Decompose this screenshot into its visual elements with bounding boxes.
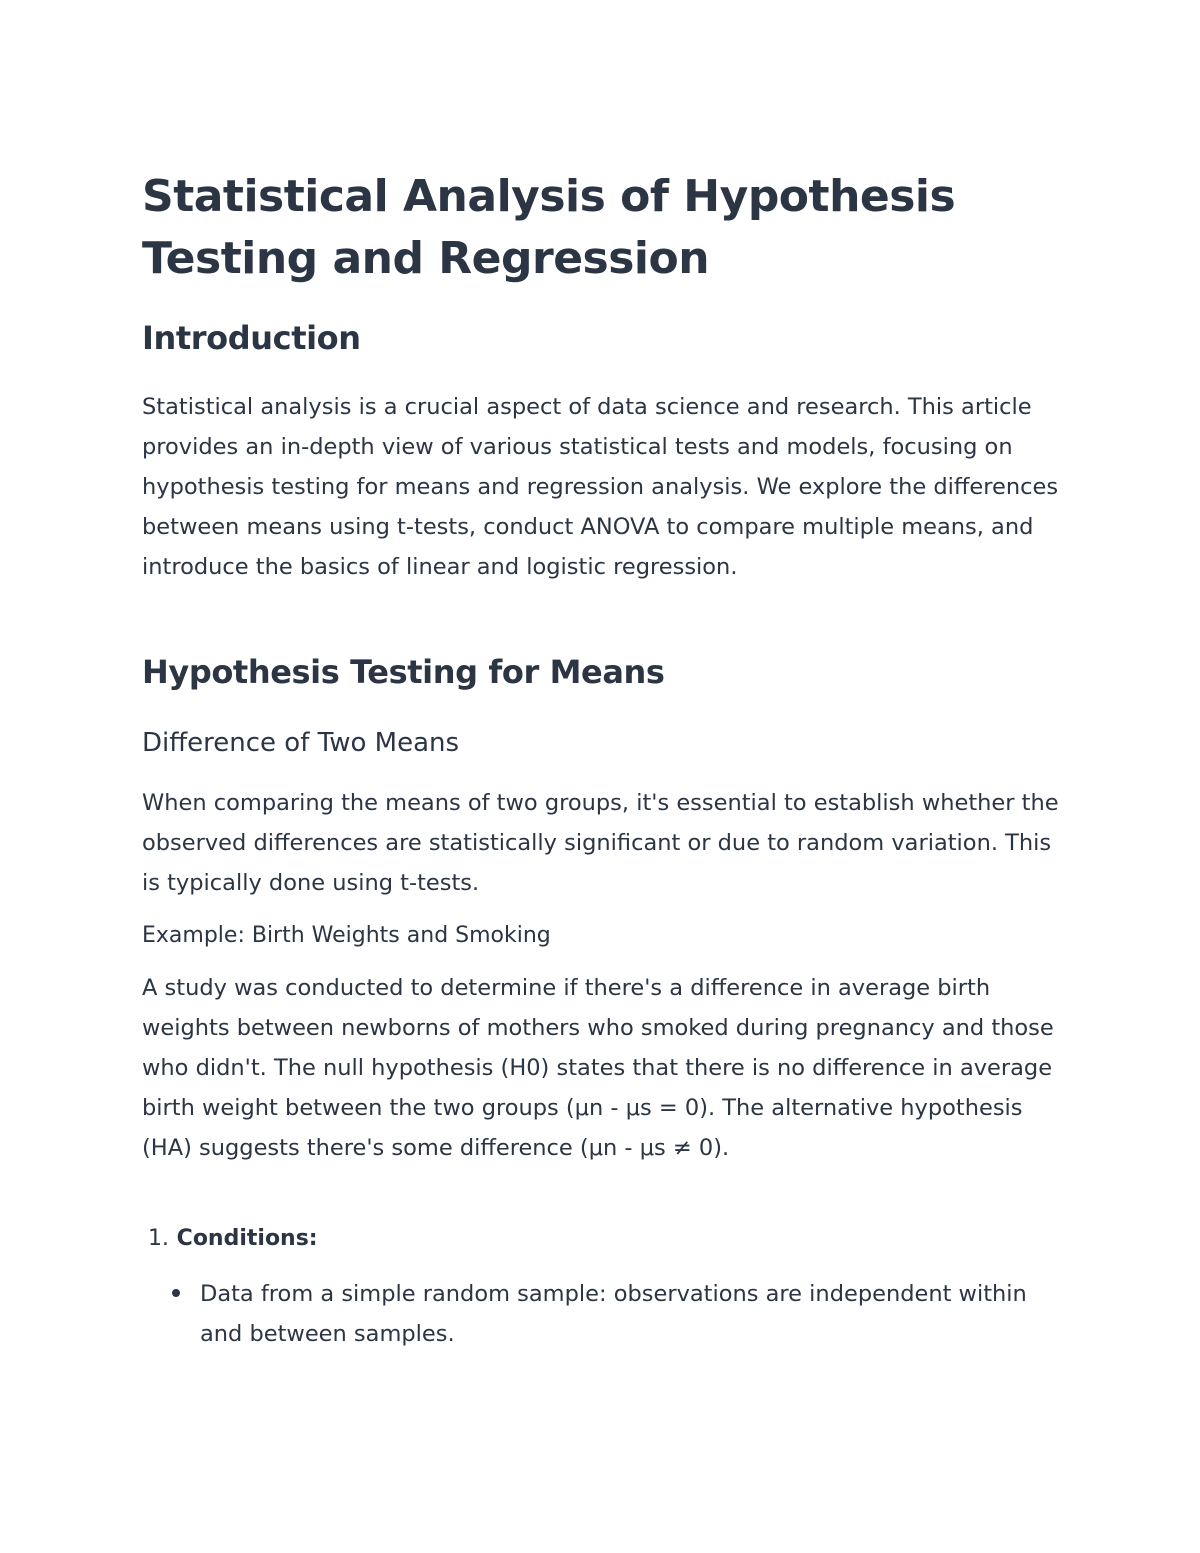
difference-paragraph: When comparing the means of two groups, it's essential to establish whether the observed differences are statistically significant or due to random variation. This is typically done using t-tests. xyxy=(142,790,1059,896)
document-title: Statistical Analysis of Hypothesis Testing and Regression xyxy=(142,171,956,284)
bullet-icon xyxy=(172,1289,180,1297)
section-heading-hypothesis-testing: Hypothesis Testing for Means xyxy=(142,653,665,691)
ordered-list-item xyxy=(148,1224,318,1254)
example-paragraph: A study was conducted to determine if there's a difference in average birth weights between newborns of mothers who smoked during pregnancy and those who didn't. The null hypothesis (H0) states that there is no difference in average birth weight between the two groups (μn - μs = 0). The alternative hypothesis (HA) suggests there's some difference (μn - μs ≠ 0). xyxy=(142,975,1054,1161)
ordered-list-label: Conditions: xyxy=(176,1226,318,1251)
example-heading: Example: Birth Weights and Smoking xyxy=(142,923,551,948)
introduction-paragraph: Statistical analysis is a crucial aspect of data science and research. This article provides an in-depth view of various statistical tests and models, focusing on hypothesis testing for means and regression analysis. We explore the differences between means using t-tests, conduct ANOVA to compare multiple means, and introduce the basics of linear and logistic regression. xyxy=(142,394,1059,580)
ordered-list-number: 1. xyxy=(148,1226,169,1251)
section-heading-introduction: Introduction xyxy=(142,319,361,357)
bullet-item: Data from a simple random sample: observations are independent within and between samples. xyxy=(200,1281,1027,1347)
subheading-difference-of-two-means: Difference of Two Means xyxy=(142,728,460,758)
